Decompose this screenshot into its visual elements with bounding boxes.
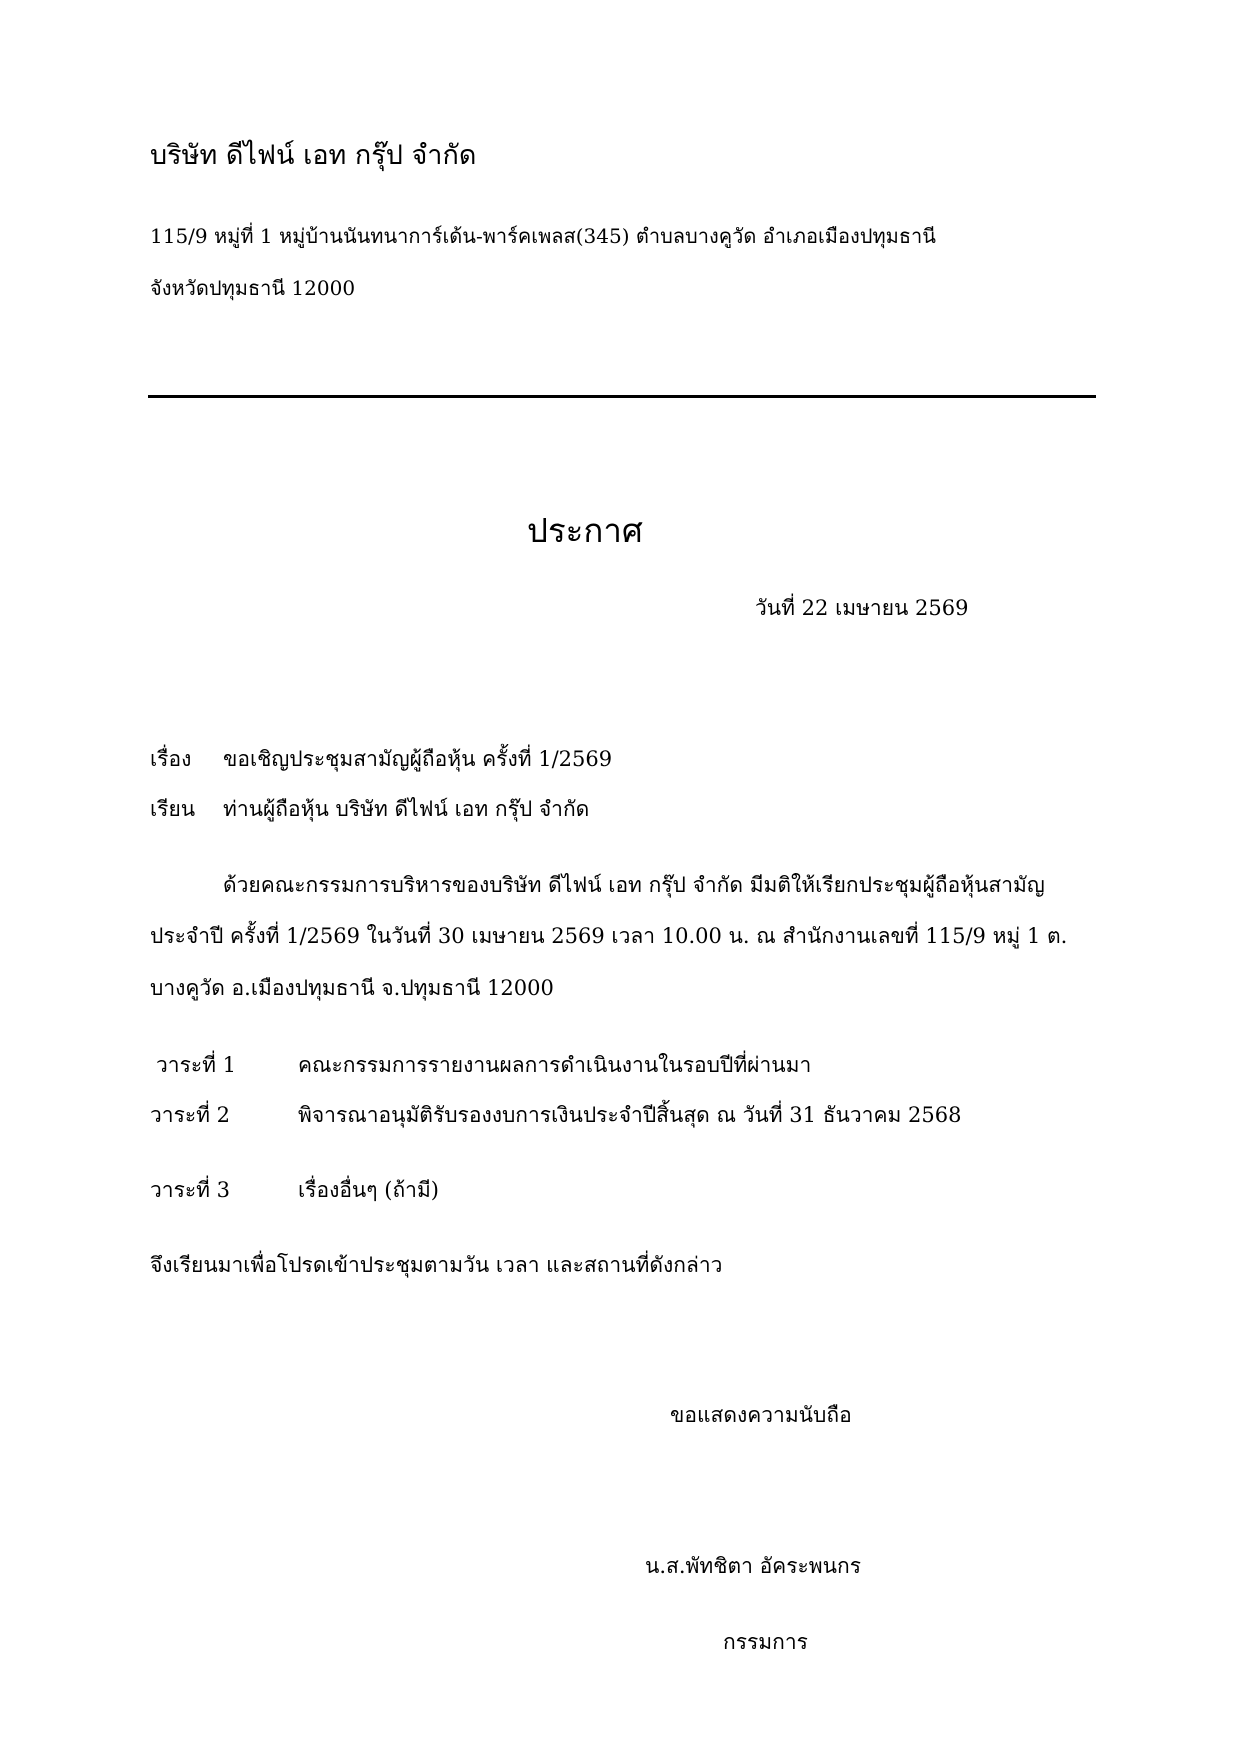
subject-text: ขอเชิญประชุมสามัญผู้ถือหุ้น ครั้งที่ 1/2569 xyxy=(223,747,613,771)
agenda-text: คณะกรรมการรายงานผลการดำเนินงานในรอบปีที่ผ่านมา xyxy=(298,1053,812,1077)
subject-label: เรื่อง xyxy=(150,747,192,771)
regards-text: ขอแสดงความนับถือ xyxy=(670,1403,852,1427)
signer-name: น.ส.พัทชิตา อัคระพนกร xyxy=(645,1554,861,1578)
recipient-label: เรียน xyxy=(150,797,196,821)
announcement-title: ประกาศ xyxy=(527,511,643,550)
company-name: บริษัท ดีไฟน์ เอท กรุ๊ป จำกัด xyxy=(150,140,477,171)
agenda-label: วาระที่ 3 xyxy=(150,1178,231,1202)
body-line-2: ประจำปี ครั้งที่ 1/2569 ในวันที่ 30 เมษายน 2569 เวลา 10.00 น. ณ สำนักงานเลขที่ 115/9 หมู่ 1 ต. xyxy=(150,924,1068,948)
agenda-text: เรื่องอื่นๆ (ถ้ามี) xyxy=(298,1178,439,1202)
body-line-3: บางคูวัด อ.เมืองปทุมธานี จ.ปทุมธานี 12000 xyxy=(150,976,554,1000)
company-address-line2: จังหวัดปทุมธานี 12000 xyxy=(150,276,356,300)
closing-sentence: จึงเรียนมาเพื่อโปรดเข้าประชุมตามวัน เวลา และสถานที่ดังกล่าว xyxy=(150,1253,723,1277)
signer-position: กรรมการ xyxy=(723,1630,808,1654)
company-address-line1: 115/9 หมู่ที่ 1 หมู่บ้านนันทนาการ์เด้น-พาร์คเพลส(345) ตำบลบางคูวัด อำเภอเมืองปทุมธานี xyxy=(150,224,936,248)
agenda-label: วาระที่ 1 xyxy=(156,1053,237,1077)
agenda-label: วาระที่ 2 xyxy=(150,1103,231,1127)
agenda-text: พิจารณาอนุมัติรับรองงบการเงินประจำปีสิ้นสุด ณ วันที่ 31 ธันวาคม 2568 xyxy=(298,1103,962,1127)
announcement-date: วันที่ 22 เมษายน 2569 xyxy=(755,596,969,620)
body-line-1: ด้วยคณะกรรมการบริหารของบริษัท ดีไฟน์ เอท กรุ๊ป จำกัด มีมติให้เรียกประชุมผู้ถือหุ้นสามัญ xyxy=(223,873,1045,897)
recipient-text: ท่านผู้ถือหุ้น บริษัท ดีไฟน์ เอท กรุ๊ป จำกัด xyxy=(223,797,590,821)
header-divider xyxy=(148,395,1096,398)
